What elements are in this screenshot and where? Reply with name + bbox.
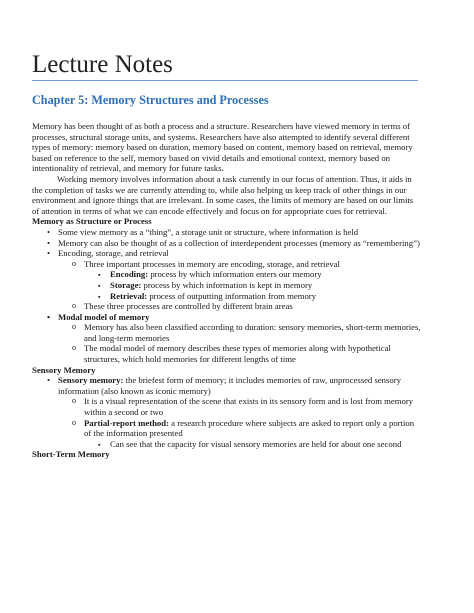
circle-bullet-icon: o <box>72 258 76 268</box>
bullet-icon: • <box>47 226 51 237</box>
bullet-icon: • <box>47 248 51 259</box>
list-item: • Some view memory as a “thing”, a storage unit or structure, where information is held <box>47 226 359 237</box>
list-item: • Encoding, storage, and retrieval <box>47 248 169 259</box>
list-item: o Partial-report method: a research procedure where subjects are asked to report only a portion of the information presented <box>72 417 415 439</box>
list-item: • Memory can also be thought of as a collection of interdependent processes (memory as “remembering”) <box>47 237 420 248</box>
square-bullet-icon: ▪ <box>98 281 101 290</box>
notes-body <box>32 121 422 460</box>
list-item: ▪ Can see that the capacity for visual sensory memories are held for about one second <box>98 438 402 449</box>
list-item: o Three important processes in memory are encoding, storage, and retrieval <box>72 258 340 269</box>
list-item: o These three processes are controlled by different brain areas <box>72 301 293 312</box>
list-item: • Sensory memory: the briefest form of memory; it includes memories of raw, unprocessed sensory information (also known as iconic memory) <box>47 375 401 396</box>
section-heading-structure-process: Memory as Structure or Process <box>32 216 152 227</box>
bullet-icon: • <box>47 375 51 386</box>
bullet-icon: • <box>47 237 51 248</box>
list-item: • Modal model of memory <box>47 311 150 322</box>
square-bullet-icon: ▪ <box>98 440 101 449</box>
list-item: o Memory has also been classified according to duration: sensory memories, short-term memories, and long-term memories <box>72 322 421 343</box>
list-item: ▪ Storage: process by which information is kept in memory <box>98 279 313 290</box>
term-partial-report: Partial-report method: <box>84 417 169 428</box>
circle-bullet-icon: o <box>72 343 76 353</box>
title-underline <box>32 80 418 81</box>
term-sensory-memory: Sensory memory: <box>58 375 124 386</box>
term-encoding: Encoding: <box>110 269 149 280</box>
circle-bullet-icon: o <box>72 301 76 311</box>
list-item: o The modal model of memory describes these types of memories along with hypothetical structures, which hold memories for different lengths of time <box>72 343 391 365</box>
bullet-icon: • <box>47 311 51 322</box>
term-storage: Storage: <box>110 279 142 290</box>
list-item: ▪ Retrieval: process of outputting information from memory <box>98 290 317 301</box>
term-retrieval: Retrieval: <box>110 290 148 301</box>
circle-bullet-icon: o <box>72 396 76 406</box>
intro-paragraph: Memory has been thought of as both a process and a structure. Researchers have viewed memory in terms of processes, structural storage units, and systems. Researchers have also attempted to identify several different types of memory: memory based on duration, memory based on content, memory based on retrieval, memory based on reference to the self, memory based on vivid details and emotional context, memory based on intentionality of retrieval, and memory for future tasks. <box>32 121 413 174</box>
circle-bullet-icon: o <box>72 417 76 427</box>
structure-process-list <box>32 227 422 365</box>
section-heading-sensory-memory: Sensory Memory <box>32 364 96 375</box>
circle-bullet-icon: o <box>72 322 76 332</box>
list-item: ▪ Encoding: process by which information enters our memory <box>98 269 322 280</box>
list-item: o It is a visual representation of the scene that exists in its sensory form and is lost from memory within a second or two <box>72 396 414 418</box>
sensory-memory-list <box>32 375 422 449</box>
working-memory-paragraph: Working memory involves information about a task currently in our focus of attention. Thus, it aids in the completion of tasks we are currently attending to, while also helping us keep track of other things in our environment and ignore things that are irrelevant. In some cases, the limits of memory are based on our limits of attention in terms of what we can encode effectively and focus on for appropriate cues for retrieval. <box>32 173 414 216</box>
chapter-heading: Chapter 5: Memory Structures and Processes <box>32 93 269 107</box>
section-heading-short-term-memory: Short-Term Memory <box>32 449 110 460</box>
square-bullet-icon: ▪ <box>98 292 101 301</box>
page-title: Lecture Notes <box>32 51 173 78</box>
square-bullet-icon: ▪ <box>98 271 101 280</box>
